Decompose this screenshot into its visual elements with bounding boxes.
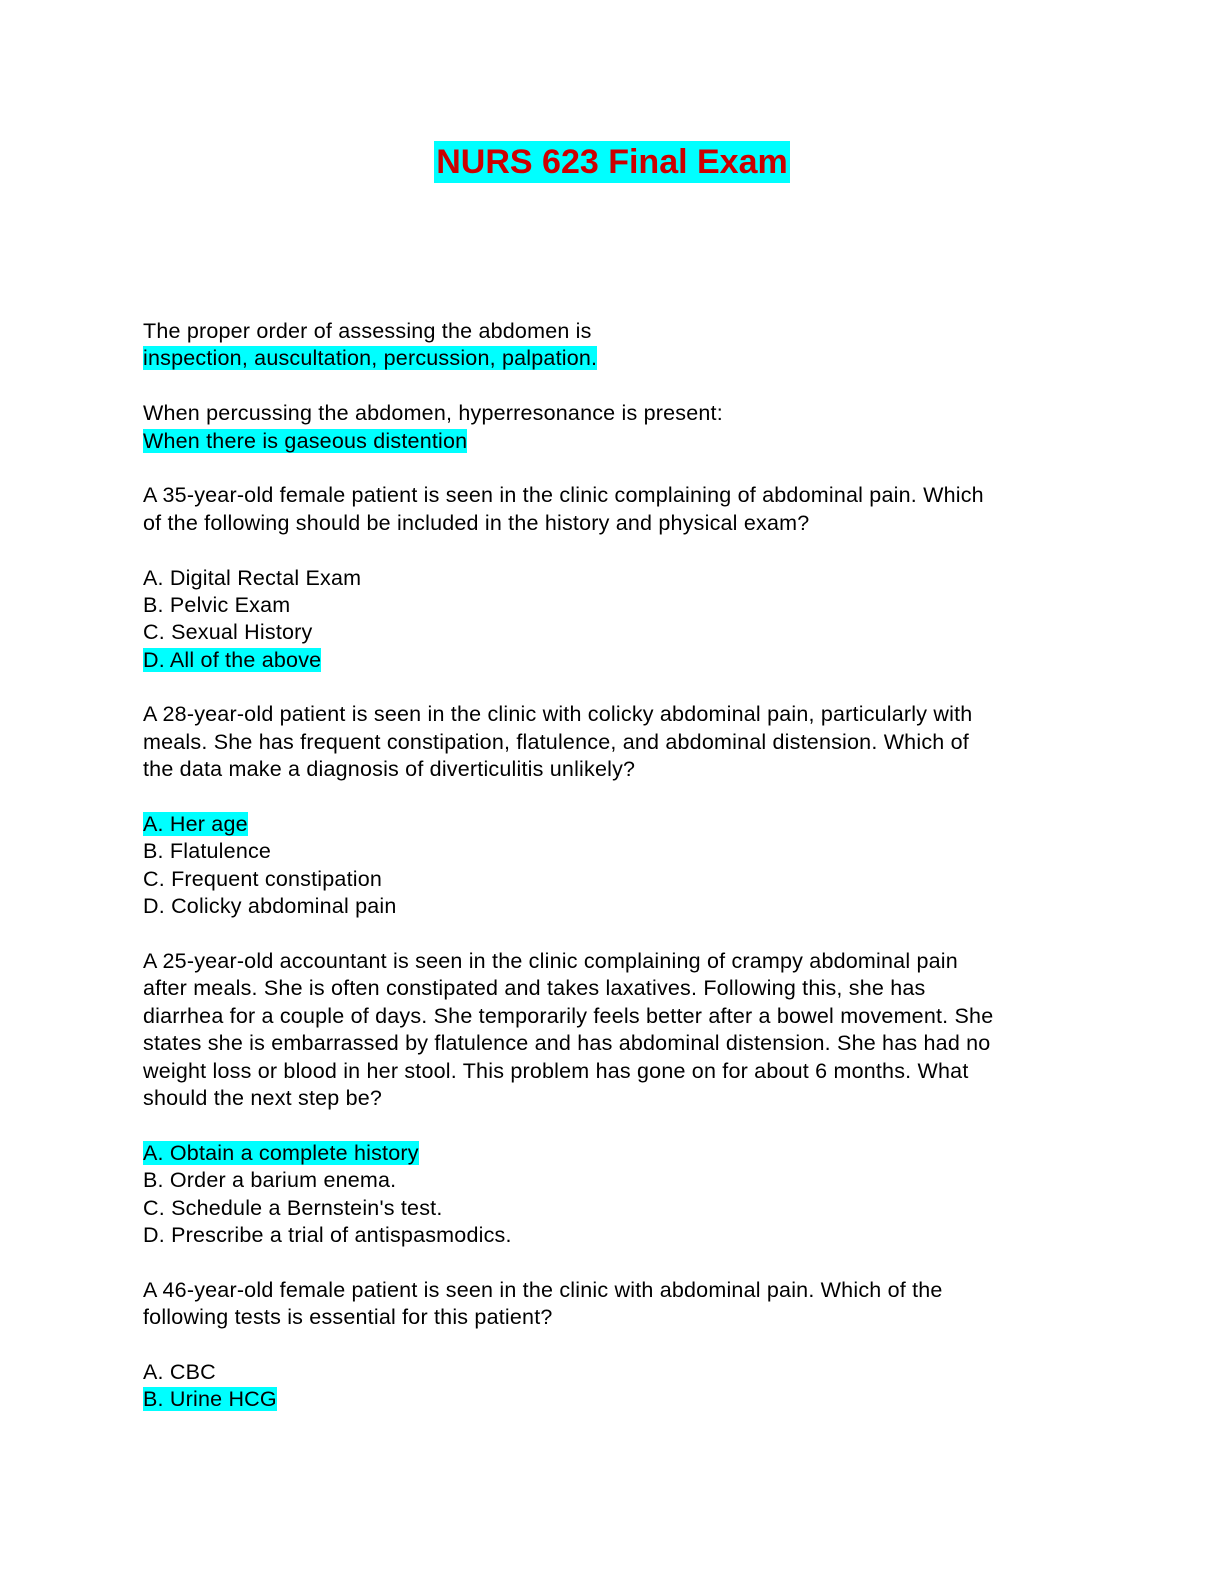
option-b-correct (143, 1386, 1083, 1413)
question-line: When percussing the abdomen, hyperresonance is present: (143, 401, 723, 426)
exam-content (143, 318, 1083, 1414)
question-block-3 (143, 482, 1083, 674)
question-line: The proper order of assessing the abdomen is (143, 319, 592, 343)
option-c: C. Frequent constipation (143, 866, 383, 891)
question-line: the data make a diagnosis of diverticulitis unlikely? (143, 757, 636, 782)
question-line: A 46-year-old female patient is seen in the clinic with abdominal pain. Which of the (143, 1277, 943, 1302)
question-line: diarrhea for a couple of days. She temporarily feels better after a bowel movement. She (143, 1003, 994, 1028)
option-b: B. Order a barium enema. (143, 1168, 397, 1193)
question-block-2 (143, 400, 1083, 455)
question-text (143, 400, 1083, 427)
question-line: after meals. She is often constipated and takes laxatives. Following this, she has (143, 976, 926, 1001)
question-text (143, 318, 1083, 345)
page-title: NURS 623 Final Exam (436, 143, 788, 181)
question-block-4 (143, 701, 1083, 920)
option-a: A. Digital Rectal Exam (143, 565, 362, 590)
answer-text (143, 345, 1083, 372)
title-container (0, 141, 1224, 183)
question-line: A 28-year-old patient is seen in the clinic with colicky abdominal pain, particularly with (143, 702, 973, 727)
option-c: C. Sexual History (143, 620, 313, 645)
question-line: meals. She has frequent constipation, flatulence, and abdominal distension. Which of (143, 729, 969, 754)
option-a-correct (143, 1140, 1083, 1167)
option-d: D. Prescribe a trial of antispasmodics. (143, 1222, 512, 1247)
option-a: A. CBC (143, 1359, 216, 1384)
highlighted-answer: When there is gaseous distention (143, 428, 468, 453)
option-b: B. Flatulence (143, 839, 272, 864)
option-d-correct (143, 647, 1083, 674)
question-line: A 35-year-old female patient is seen in the clinic complaining of abdominal pain. Which (143, 483, 984, 508)
option-a-correct (143, 811, 1083, 838)
question-line: states she is embarrassed by flatulence and has abdominal distension. She has had no (143, 1031, 991, 1056)
highlighted-answer: A. Obtain a complete history (143, 1140, 419, 1165)
option-c: C. Schedule a Bernstein's test. (143, 1195, 443, 1220)
highlighted-answer: D. All of the above (143, 647, 322, 672)
answer-text (143, 428, 1083, 455)
question-line: A 25-year-old accountant is seen in the clinic complaining of crampy abdominal pain (143, 948, 958, 973)
highlighted-answer: B. Urine HCG (143, 1387, 277, 1412)
highlighted-answer: inspection, auscultation, percussion, palpation. (143, 346, 598, 371)
highlighted-answer: A. Her age (143, 812, 248, 837)
question-block-1 (143, 318, 1083, 373)
question-line: should the next step be? (143, 1085, 383, 1110)
question-line: of the following should be included in the history and physical exam? (143, 510, 810, 535)
question-line: following tests is essential for this patient? (143, 1305, 553, 1330)
question-line: weight loss or blood in her stool. This problem has gone on for about 6 months. What (143, 1058, 969, 1083)
option-d: D. Colicky abdominal pain (143, 894, 397, 919)
option-b: B. Pelvic Exam (143, 592, 291, 617)
question-block-5 (143, 948, 1083, 1249)
question-block-6 (143, 1277, 1083, 1414)
